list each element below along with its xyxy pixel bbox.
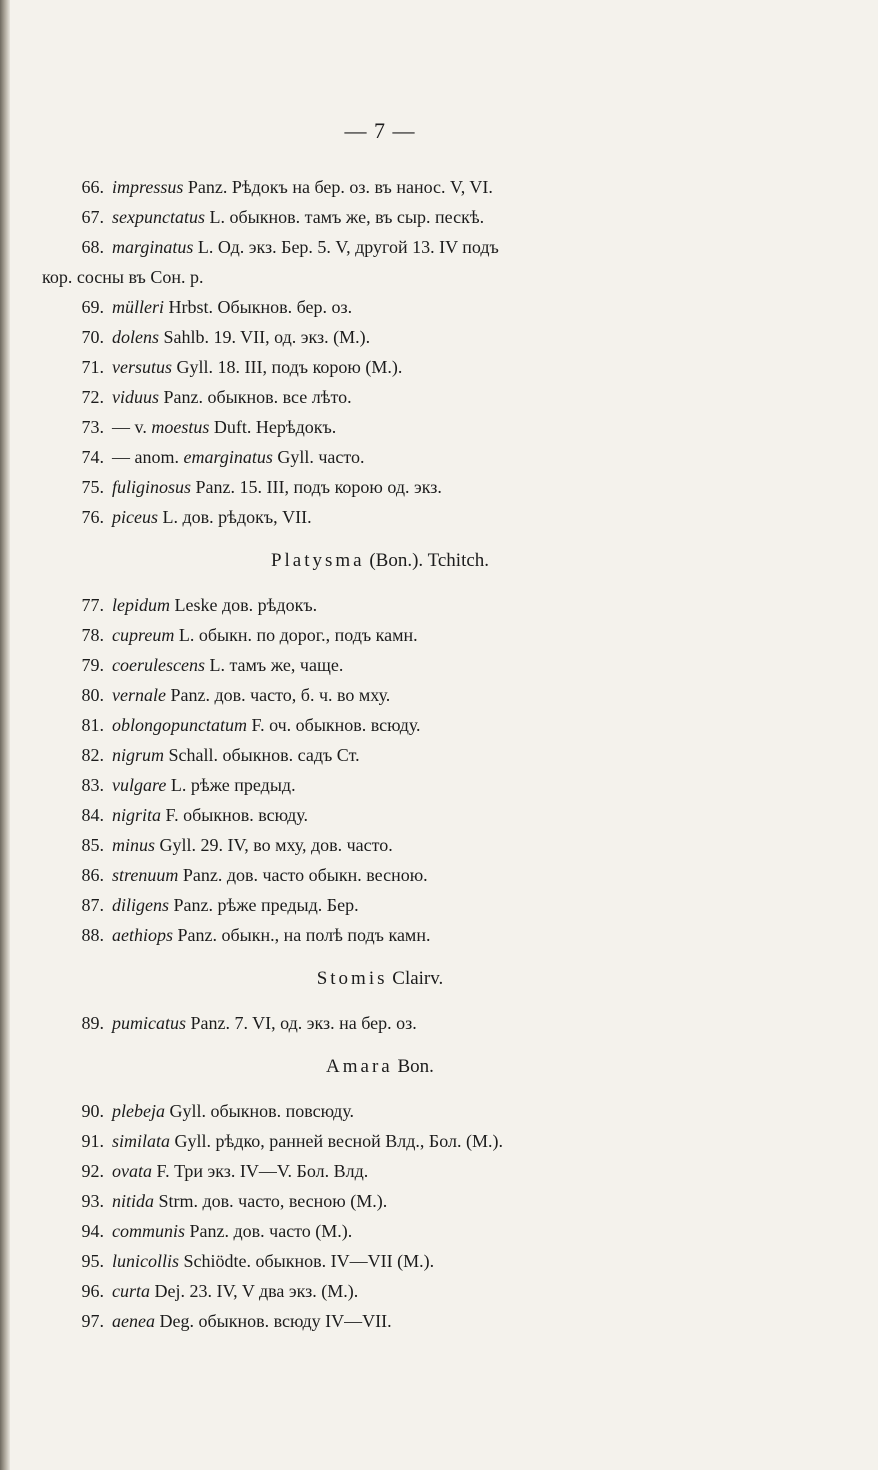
species-entry <box>0 202 878 232</box>
entry-number: 72. <box>81 387 104 407</box>
species-entry <box>0 382 878 412</box>
entry-number: 77. <box>81 595 104 615</box>
species-name: mülleri <box>112 297 164 317</box>
species-entry <box>0 710 878 740</box>
genus-author: Clairv. <box>392 968 444 989</box>
species-entry <box>0 322 878 352</box>
entry-notes: F. обыкнов. всюду. <box>165 805 308 825</box>
genus-heading <box>0 1038 760 1096</box>
species-name: lepidum <box>112 595 170 615</box>
species-name: ovata <box>112 1161 152 1181</box>
entry-number: 66. <box>81 177 104 197</box>
species-name: fuliginosus <box>112 477 192 497</box>
entry-number: 89. <box>81 1013 104 1033</box>
species-entry <box>0 232 878 262</box>
entry-notes: Gyll. 18. III, подъ корою (М.). <box>176 357 403 377</box>
species-name: similata <box>112 1131 171 1151</box>
entry-notes: Panz. дов. часто (М.). <box>189 1221 353 1241</box>
entry-notes: Schall. обыкнов. садъ Ст. <box>168 745 360 765</box>
species-name: nitida <box>112 1191 155 1211</box>
entry-number: 73. <box>81 417 104 437</box>
species-name: diligens <box>112 895 169 915</box>
entry-number: 97. <box>81 1311 104 1331</box>
species-name: strenuum <box>112 865 179 885</box>
entry-number: 80. <box>81 685 104 705</box>
entry-notes: Panz. рѣже предыд. Бер. <box>173 895 359 915</box>
species-entry <box>0 1216 878 1246</box>
species-entry <box>0 1096 878 1126</box>
entry-number: 94. <box>81 1221 104 1241</box>
species-name: pumicatus <box>112 1013 186 1033</box>
entry-number: 88. <box>81 925 104 945</box>
entry-number: 92. <box>81 1161 104 1181</box>
genus-author: Bon. <box>397 1056 434 1077</box>
entry-notes: Hrbst. Обыкнов. бер. оз. <box>168 297 353 317</box>
entry-number: 85. <box>81 835 104 855</box>
species-name: versutus <box>112 357 172 377</box>
entry-notes: Panz. дов. часто, б. ч. во мху. <box>170 685 391 705</box>
entry-notes: L. тамъ же, чаще. <box>209 655 344 675</box>
entry-notes: Sahlb. 19. VII, од. экз. (М.). <box>163 327 371 347</box>
entry-notes: Leske дов. рѣдокъ. <box>174 595 318 615</box>
species-entry <box>0 1126 878 1156</box>
species-entry <box>0 800 878 830</box>
species-name: emarginatus <box>183 447 273 467</box>
entry-notes: Panz. дов. часто обыкн. весною. <box>182 865 428 885</box>
entry-notes: L. дов. рѣдокъ, VII. <box>162 507 312 527</box>
genus-name: Platysma <box>270 550 365 571</box>
entry-notes: L. Од. экз. Бер. 5. V, другой 13. IV подъ <box>197 237 499 257</box>
species-name: sexpunctatus <box>112 207 205 227</box>
species-name: dolens <box>112 327 159 347</box>
entry-prefix: — v. <box>112 417 152 437</box>
genus-heading <box>0 950 760 1008</box>
species-entry <box>0 830 878 860</box>
species-name: aenea <box>112 1311 155 1331</box>
species-entry <box>0 770 878 800</box>
species-name: lunicollis <box>112 1251 179 1271</box>
species-entry <box>0 1186 878 1216</box>
species-name: impressus <box>112 177 184 197</box>
entry-number: 70. <box>81 327 104 347</box>
entry-notes: L. обыкнов. тамъ же, въ сыр. пескѣ. <box>209 207 485 227</box>
species-entry <box>0 860 878 890</box>
entry-number: 76. <box>81 507 104 527</box>
entry-notes: Panz. 15. III, подъ корою од. экз. <box>195 477 442 497</box>
entry-number: 86. <box>81 865 104 885</box>
entry-notes: Strm. дов. часто, весною (М.). <box>158 1191 388 1211</box>
page-number: — 7 — <box>344 118 416 143</box>
entry-number: 78. <box>81 625 104 645</box>
species-entry <box>0 292 878 322</box>
species-entry <box>0 1276 878 1306</box>
species-entry <box>0 502 878 532</box>
entry-notes: Gyll. часто. <box>277 447 365 467</box>
species-entry <box>0 620 878 650</box>
entry-number: 83. <box>81 775 104 795</box>
entry-prefix: — anom. <box>112 447 184 467</box>
species-name: plebeja <box>112 1101 165 1121</box>
genus-author: (Bon.). Tchitch. <box>369 550 490 571</box>
entry-number: 68. <box>81 237 104 257</box>
entry-number: 87. <box>81 895 104 915</box>
species-name: viduus <box>112 387 159 407</box>
entry-notes: L. рѣже предыд. <box>170 775 296 795</box>
species-entry <box>0 472 878 502</box>
entry-number: 79. <box>81 655 104 675</box>
entry-notes: Gyll. 29. IV, во мху, дов. часто. <box>159 835 393 855</box>
species-entry <box>0 352 878 382</box>
entry-notes: Dej. 23. IV, V два экз. (М.). <box>154 1281 359 1301</box>
entry-notes: Gyll. обыкнов. повсюду. <box>169 1101 355 1121</box>
species-name: marginatus <box>112 237 194 257</box>
entry-notes: Panz. Рѣдокъ на бер. оз. въ нанос. V, VI. <box>187 177 493 197</box>
entry-notes: Deg. обыкнов. всюду IV—VII. <box>159 1311 392 1331</box>
species-entry <box>0 172 878 202</box>
genus-name: Amara <box>326 1056 393 1077</box>
entry-notes: Duft. Нерѣдокъ. <box>213 417 337 437</box>
species-entry <box>0 412 878 442</box>
species-name: communis <box>112 1221 185 1241</box>
entry-number: 82. <box>81 745 104 765</box>
species-entry <box>0 1246 878 1276</box>
entry-number: 81. <box>81 715 104 735</box>
species-entry <box>0 442 878 472</box>
species-entry <box>0 590 878 620</box>
species-entry <box>0 1156 878 1186</box>
entry-number: 90. <box>81 1101 104 1121</box>
species-entry <box>0 1306 878 1336</box>
species-name: oblongopunctatum <box>112 715 247 735</box>
entry-number: 84. <box>81 805 104 825</box>
entry-number: 67. <box>81 207 104 227</box>
entry-notes: Gyll. рѣдко, ранней весной Влд., Бол. (М.). <box>174 1131 503 1151</box>
entry-notes: Panz. обыкнов. все лѣто. <box>163 387 352 407</box>
entry-number: 71. <box>81 357 104 377</box>
species-name: minus <box>112 835 156 855</box>
entry-number: 75. <box>81 477 104 497</box>
species-entry <box>0 740 878 770</box>
entry-notes: Panz. обыкн., на полѣ подъ камн. <box>177 925 431 945</box>
entry-number: 95. <box>81 1251 104 1271</box>
species-entry <box>0 920 878 950</box>
species-entry <box>0 680 878 710</box>
entry-number: 74. <box>81 447 104 467</box>
entry-continuation: кор. сосны въ Сон. р. <box>42 267 204 287</box>
species-list <box>0 172 878 1336</box>
entry-number: 93. <box>81 1191 104 1211</box>
species-entry <box>0 650 878 680</box>
species-name: vulgare <box>112 775 167 795</box>
entry-notes: F. Три экз. IV—V. Бол. Влд. <box>156 1161 369 1181</box>
species-name: curta <box>112 1281 150 1301</box>
genus-heading <box>0 532 760 590</box>
entry-notes: Schiödte. обыкнов. IV—VII (М.). <box>183 1251 435 1271</box>
species-name: moestus <box>151 417 210 437</box>
species-name: nigrum <box>112 745 165 765</box>
entry-notes: Panz. 7. VI, од. экз. на бер. оз. <box>190 1013 417 1033</box>
entry-number: 91. <box>81 1131 104 1151</box>
species-name: nigrita <box>112 805 162 825</box>
species-entry <box>0 1008 878 1038</box>
genus-name: Stomis <box>316 968 388 989</box>
species-name: cupreum <box>112 625 175 645</box>
entry-number: 96. <box>81 1281 104 1301</box>
entry-number: 69. <box>81 297 104 317</box>
species-entry <box>0 890 878 920</box>
species-name: coerulescens <box>112 655 205 675</box>
species-name: piceus <box>112 507 158 527</box>
species-name: vernale <box>112 685 166 705</box>
species-name: aethiops <box>112 925 173 945</box>
entry-notes: L. обыкн. по дорог., подъ камн. <box>178 625 418 645</box>
entry-notes: F. оч. обыкнов. всюду. <box>251 715 421 735</box>
